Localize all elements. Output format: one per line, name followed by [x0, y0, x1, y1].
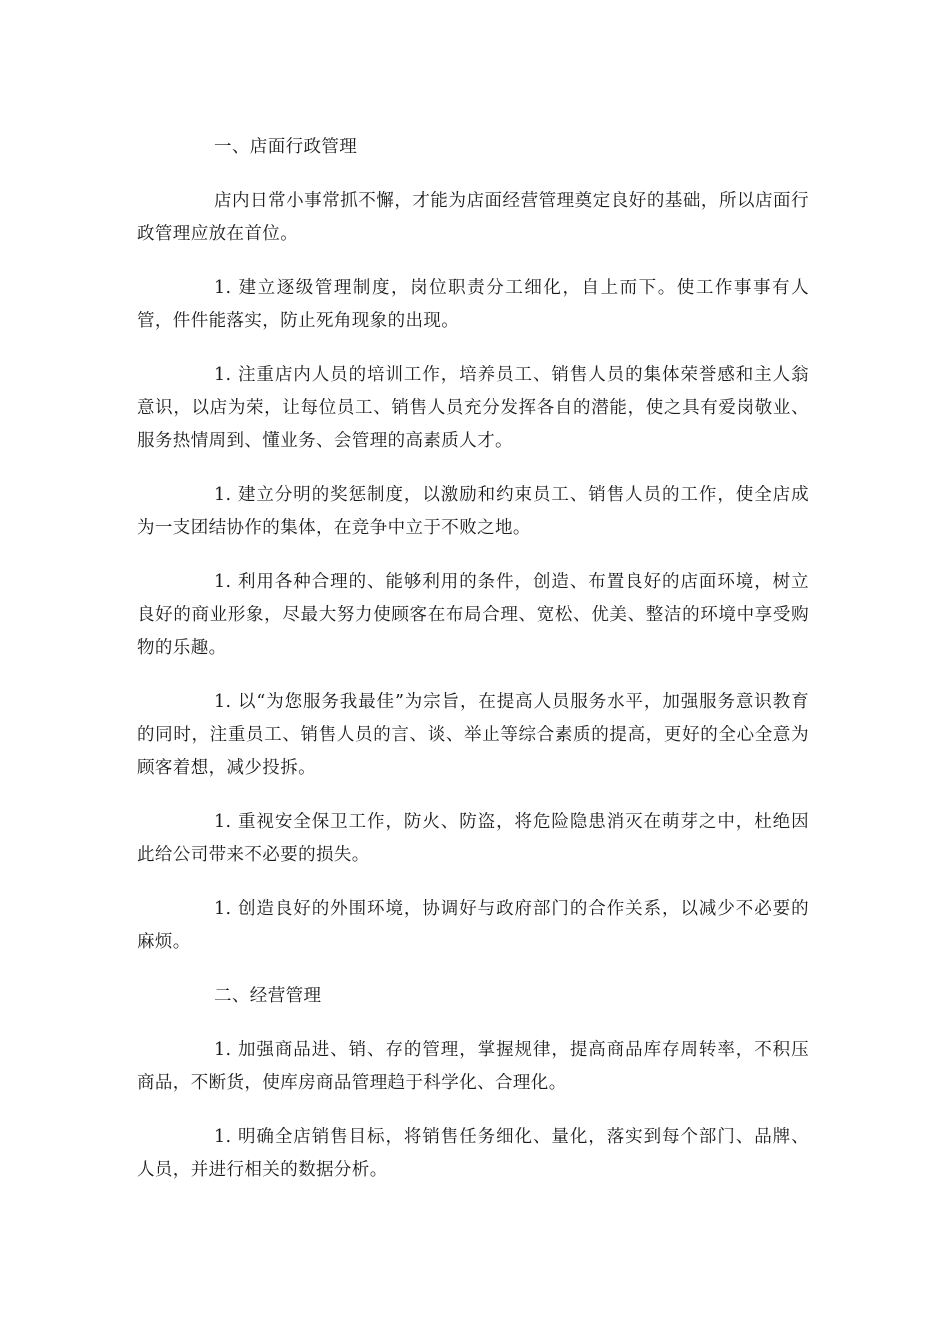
paragraph-intro: 店内日常小事常抓不懈，才能为店面经营管理奠定良好的基础，所以店面行政管理应放在首位。: [137, 191, 809, 244]
paragraph-item: 1. 利用各种合理的、能够利用的条件，创造、布置良好的店面环境，树立良好的商业形象，尽最大努力使顾客在布局合理、宽松、优美、整洁的环境中享受购物的乐趣。: [137, 572, 809, 658]
paragraph-item: 1. 加强商品进、销、存的管理，掌握规律，提高商品库存周转率，不积压商品，不断货，使库房商品管理趋于科学化、合理化。: [137, 1040, 809, 1093]
paragraph-item: 1. 建立分明的奖惩制度，以激励和约束员工、销售人员的工作，使全店成为一支团结协作的集体，在竞争中立于不败之地。: [137, 485, 809, 538]
document-body: [137, 131, 809, 1208]
paragraph-item: 1. 以“为您服务我最佳”为宗旨，在提高人员服务水平，加强服务意识教育的同时，注重员工、销售人员的言、谈、举止等综合素质的提高，更好的全心全意为顾客着想，减少投拆。: [137, 692, 809, 778]
section-heading-admin: 一、店面行政管理: [214, 137, 358, 157]
paragraph-item: 1. 建立逐级管理制度，岗位职责分工细化，自上而下。使工作事事有人管，件件能落实，防止死角现象的出现。: [137, 278, 809, 331]
paragraph-item: 1. 明确全店销售目标，将销售任务细化、量化，落实到每个部门、品牌、人员，并进行相关的数据分析。: [137, 1127, 809, 1180]
paragraph-item: 1. 注重店内人员的培训工作，培养员工、销售人员的集体荣誉感和主人翁意识，以店为荣，让每位员工、销售人员充分发挥各自的潜能，使之具有爱岗敬业、服务热情周到、懂业务、会管理的高素质人才。: [137, 365, 809, 451]
section-heading-operations: 二、经营管理: [214, 986, 322, 1006]
paragraph-item: 1. 重视安全保卫工作，防火、防盗，将危险隐患消灭在萌芽之中，杜绝因此给公司带来不必要的损失。: [137, 812, 809, 865]
paragraph-item: 1. 创造良好的外围环境，协调好与政府部门的合作关系，以减少不必要的麻烦。: [137, 899, 809, 952]
